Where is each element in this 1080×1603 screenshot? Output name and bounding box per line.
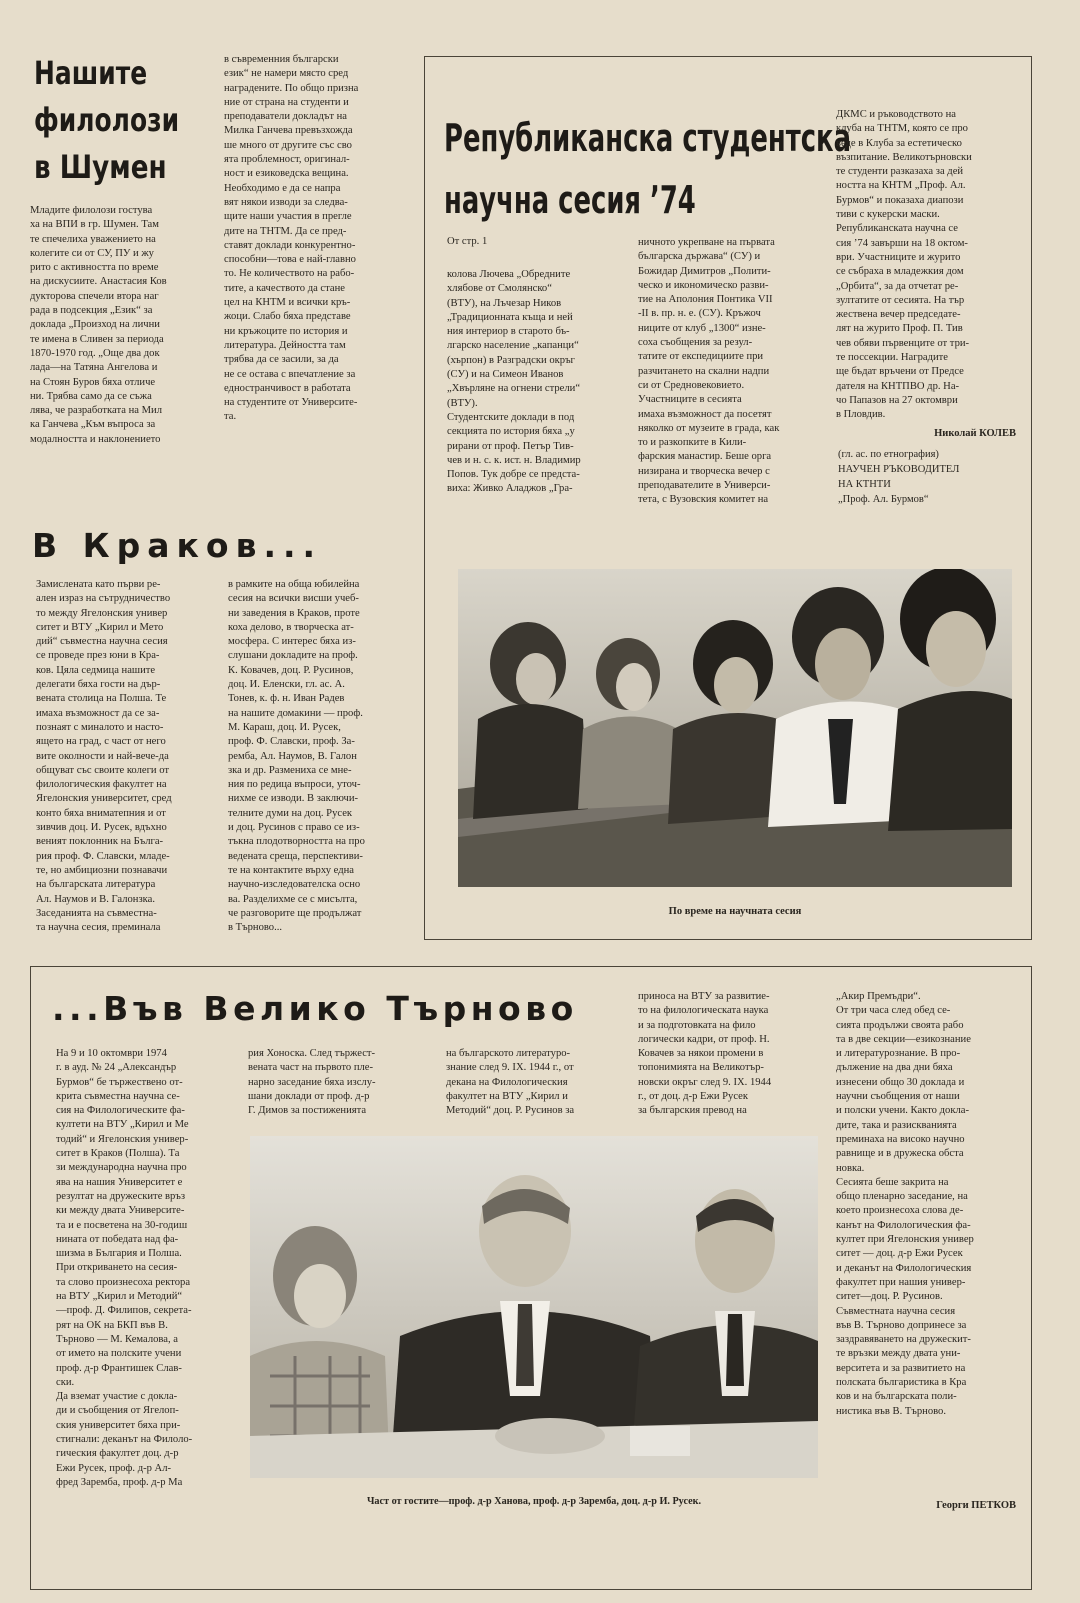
tarnovo-text-col4: приноса на ВТУ за развитие- то на филологическата наука и за подготовката на фило логически кадри, от проф. Н. Ковачев за някои промени в топонимията на Великотър- новски окръг след 9. IX. 1944 г., от доц. д-р Ежи Русек за българския превод на	[638, 991, 772, 1117]
republic-title-line2: научна сесия ’74	[444, 178, 696, 222]
tarnovo-text-col2: рия Хоноска. След тържест- вената част на първото пле- нарно заседание бяха изслу- шани доклади от проф. д-р Г. Димов за постиженията	[248, 1048, 376, 1117]
republic-text-col3: ДКМС и ръководството на клуба на ТНТМ, която се про веде в Клуба за естетическо възпитание. Великотърновски те студенти разказаха за дей ността на КНТМ „Проф. Ал. Бурмов“ и показаха диапози тиви с кукерски маски. Републиканската научна се сия ’74 завърши на 18 октом- ври. Участниците и журито се събраха в младежкия дом „Орбита“, за да отчетат ре- зултатите от сесията. На тър жествена вечер председате- лят на журито Проф. П. Тив чев обяви първенците от три- те поссекции. Наградите ще бъдат връчени от Предсе дателя на КНТПВО др. На- чо Папазов на 27 октомври в Пловдив.	[836, 109, 972, 421]
tarnovo-title: ...Във Велико Търново	[52, 989, 578, 1028]
tarnovo-text-col1: На 9 и 10 октомври 1974 г. в ауд. № 24 „Александър Бурмов“ бе тържествено от- крита съвместна научна се- сия на Филологическите фа- култети на ВТУ „Кирил и Ме тодий“ и Ягелонския универ- ситет в Краков (Полша). Та зи международна научна про ява на нашия Университет е резултат на дружеските връз ки между двата Университе- та и е посветена на 30-годиш нината от победата над фа- шизма в България и Полша. При откриването на сесия- та слово произнесоха ректора на ВТУ „Кирил и Методий“ —проф. Д. Филипов, секрета- рят на ОК на БКП във В. Търново — М. Кемалова, а от името на полските учени проф. д-р Франтишек Слав- ски. Да вземат участие с докла- ди и съобщения от Ягелоп- ския университет бяха при- стигнали: деканът на Филоло- гическия факултет доц. д-р Ежи Русек, проф. д-р Ал- фред Заремба, проф. д-р Ма	[56, 1048, 193, 1488]
krakow-photo-image	[458, 569, 1012, 887]
tarnovo-photo-caption: Част от гостите—проф. д-р Ханова, проф. д-р Заремба, доц. д-р И. Русек.	[366, 1496, 702, 1507]
krakow-text-col2: в рамките на обща юбилейна сесия на всички висши учеб- ни заведения в Краков, проте коха делово, в творческа ат- мосфера. С интерес бяха из- слушани докладите на проф. К. Ковачев, доц. Р. Русинов, доц. И. Еленски, гл. ас. А. Тонев, к. ф. н. Иван Радев на нашите домакини — проф. М. Караш, доц. И. Русек, проф. Ф. Славски, проф. За- ремба, Ал. Наумов, В. Галон зка и др. Размениха се мне- ния по редица въпроси, уточ- нихме се изводи. В заключи- телните думи на доц. Русек и доц. Русинов с право се из- тъкна плодотворността на про ведената среща, перспективи- те на контактите върху една научно-изследователска осно ва. Разделихме се с мисълта, че разговорите ще продължат в Търново...	[228, 579, 365, 934]
krakow-photo-caption: По време на научната сесия	[668, 906, 802, 917]
republic-title-line1: Републиканска студентска	[444, 116, 852, 160]
shumen-title-line2: филолози	[34, 101, 180, 139]
republic-signature: (гл. ас. по етнография) НАУЧЕН РЪКОВОДИТЕЛ НА КТНТИ „Проф. Ал. Бурмов“	[838, 449, 960, 505]
tarnovo-author: Георги ПЕТКОВ	[936, 1500, 1016, 1511]
shumen-text-col1: Младите филолози гостува ха на ВПИ в гр. Шумен. Там те спечелиха уважението на колегите си от СУ, ПУ и жу рито с активността по време на дискусиите. Анастасия Ков дукторова спечели втора наг рада в подсекция „Език“ за доклада „Произход на лични те имена в Сливен за периода 1870-1970 год. „Още два док лада—на Татяна Ангелова и на Стоян Буров бяха отличе ни. Трябва само да се съжа лява, че разработката на Мил ка Ганчева „Към въпроса за модалността и наклонението	[30, 205, 167, 445]
tarnovo-text-col3: на българското литературо- знание след 9. IX. 1944 г., от декана на Филологическия факултет на ВТУ „Кирил и Методий“ доц. Р. Русинов за	[446, 1048, 575, 1117]
shumen-title-line1: Нашите	[34, 54, 148, 92]
republic-from-page: От стр. 1	[447, 236, 488, 247]
tarnovo-photo-image	[250, 1136, 818, 1478]
republic-author: Николай КОЛЕВ	[934, 428, 1016, 439]
shumen-text-col2: в съвременния български език“ не намери място сред наградените. По общо призна ние от страна на студенти и преподаватели докладът на Милка Ганчева превъзхожда ше много от другите със сво ята проблемност, оригинал- ност и езиковедска вещина. Необходимо е да се напра вят някои изводи за следва- щите наши участия в прегле дите на ТНТМ. Да се пред- ставят доклади конкурентно- способни—това е най-главно то. Не количеството на рабо- тите, а качеството да стане цел на КНТМ и всички кръ- жоци. Слабо бяха представе ни кръжоците по история и литература. Дейността там трябва да се засили, за да не се остава с впечатление за едностранчивост в работата на студентите от Университе- та.	[224, 54, 359, 423]
tarnovo-photo	[250, 1136, 818, 1478]
krakow-title: В Краков...	[32, 526, 323, 565]
tarnovo-text-col5: „Акир Премъдри“. От три часа след обед се- сията продължи своята рабо та в две секции—езикознание и литературознание. В про- дължение на два дни бяха изнесени общо 30 доклада и научни съобщения от наши и полски учени. Както докла- дите, така и разискванията преминаха на високо научно равнище и в дружеска обста новка. Сесията беше закрита на общо пленарно заседание, на което произнесоха слова де- канът на Филологическия фа- култет при Ягелонския универ ситет — доц. д-р Ежи Русек и деканът на Филологическия факултет при нашия универ- ситет—доц. Р. Русинов. Съвместната научна сесия във В. Търново допринесе за заздравяването на дружескит- те връзки между двата уни- верситета и за развитието на полската българистика в Кра ков и на българската поли- нистика във В. Търново.	[836, 991, 974, 1417]
republic-text-col2: ничното укрепване на първата българска държава“ (СУ) и Божидар Димитров „Полити- ческо и икономическо разви- тие на Аполония Понтика VII -II в. пр. н. е. (СУ). Кръжоч ниците от клуб „1300“ изне- соха съобщения за резул- татите от експедициите при разчитането на скални надпи си от Средновековието. Участниците в сесията имаха възможност да посетят няколко от музеите в града, как то и разкопките в Кили- фарския манастир. Беше орга низирана и творческа вечер с преподавателите в Универси- тета, с Вузовския комитет на	[638, 237, 780, 506]
krakow-photo	[458, 569, 1012, 887]
republic-text-col1: колова Лючева „Обредните хлябове от Смолянско“ (ВТУ), на Лъчезар Ников „Традиционната къща и ней ния интериор в старото бъ- лгарско население „капанци“ (хърпон) в Разградски окръг (СУ) и на Симеон Иванов „Хвърляне на огнени стрели“ (ВТУ). Студентските доклади в под секцията по история бяха „у рирани от проф. Петър Тив- чев и н. с. к. ист. н. Владимир Попов. Тук добре се предста- виха: Живко Аладжов „Гра-	[447, 269, 581, 495]
krakow-text-col1: Замислената като първи ре- ален израз на сътрудничество то между Ягелонския универ ситет и ВТУ „Кирил и Мето дий“ съвместна научна сесия се проведе през юни в Кра- ков. Цяла седмица нашите делегати бяха гости на дър- вената столица на Полша. Те имаха възможност да се за- познаят с миналото и насто- ящето на град, с част от него вите околности и най-вече-да общуват със своите колеги от филологическия факултет на Ягелонския университет, сред конто бяха вниматепния и от зивчив доц. И. Русек, вдъхно веният поклонник на Бълга- рия проф. Ф. Славски, младе- те, но амбициозни познавачи на българската литература Ал. Наумов и В. Галонзка. Заседанията на съвместна- та научна сесия, преминала	[36, 579, 172, 934]
shumen-title-line3: в Шумен	[34, 148, 167, 186]
